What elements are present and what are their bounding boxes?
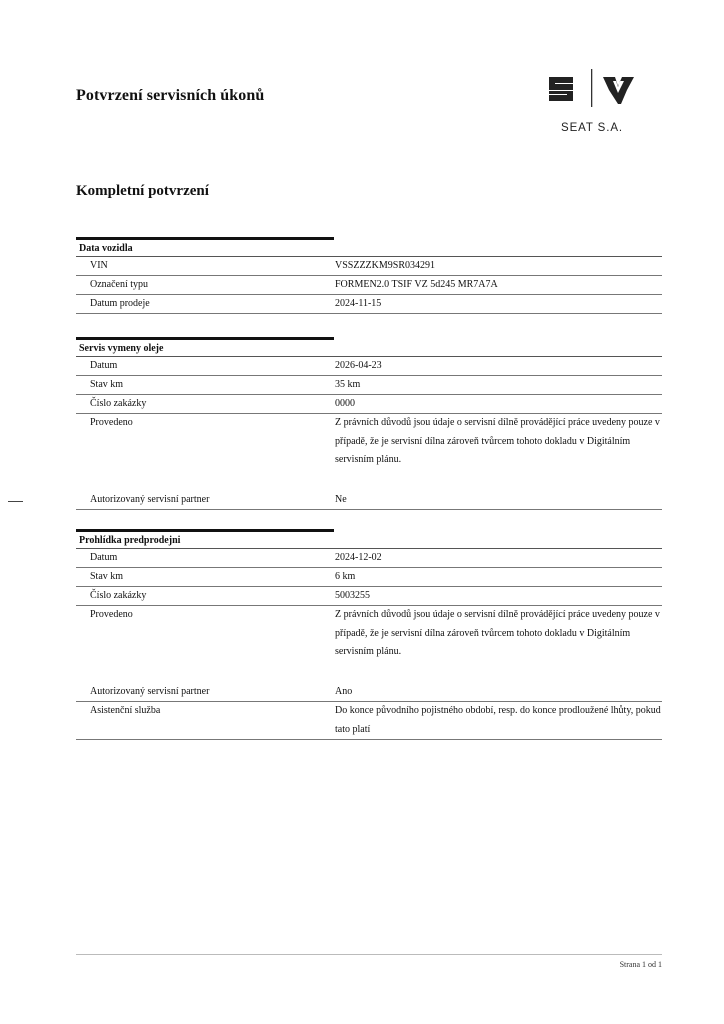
row-label: Stav km xyxy=(90,379,124,390)
table-row xyxy=(76,568,662,587)
row-value: Ano xyxy=(335,686,353,697)
header-bar xyxy=(76,237,334,240)
row-value: 2026-04-23 xyxy=(335,360,382,371)
row-label: Provedeno xyxy=(90,609,133,620)
vehicle-data-table xyxy=(76,237,662,314)
row-label: Označení typu xyxy=(90,279,149,290)
seat-cupra-logo-icon xyxy=(547,68,639,118)
row-label: Autorizovaný servisní partner xyxy=(90,686,210,697)
row-value: Z právních důvodů jsou údaje o servisní dílně provádějící práce uvedeny pouze v případě, že je servisní dílna zároveň tvůrcem tohoto dokladu v Digitálním servisním plánu. xyxy=(335,609,660,658)
table-title: Servis vymeny oleje xyxy=(79,343,164,354)
header-bar xyxy=(76,529,334,532)
table-header xyxy=(76,529,662,549)
table-row xyxy=(76,702,662,740)
table-row xyxy=(76,395,662,414)
seat-logo xyxy=(547,68,639,138)
footer-divider xyxy=(76,954,662,955)
row-value: Do konce původního pojistného období, resp. do konce prodloužené lhůty, pokud tato platí xyxy=(335,705,661,735)
company-name: SEAT S.A. xyxy=(561,122,624,134)
table-row xyxy=(76,587,662,606)
table-row xyxy=(76,491,662,510)
table-row xyxy=(76,357,662,376)
row-value: 2024-12-02 xyxy=(335,552,382,563)
table-header xyxy=(76,237,662,257)
row-label: Číslo zakázky xyxy=(90,590,147,601)
row-value: FORMEN2.0 TSIF VZ 5d245 MR7A7A xyxy=(335,279,498,290)
table-row xyxy=(76,549,662,568)
header-bar xyxy=(76,337,334,340)
section-heading: Kompletní potvrzení xyxy=(76,183,209,199)
table-header xyxy=(76,337,662,357)
row-label: Asistenční služba xyxy=(90,705,161,716)
row-label: VIN xyxy=(90,260,108,271)
row-value: Ne xyxy=(335,494,347,505)
oil-service-table xyxy=(76,337,662,510)
table-row xyxy=(76,414,662,491)
document-title: Potvrzení servisních úkonů xyxy=(76,87,265,104)
row-label: Datum xyxy=(90,552,118,563)
row-label: Autorizovaný servisní partner xyxy=(90,494,210,505)
table-row xyxy=(76,376,662,395)
table-row xyxy=(76,257,662,276)
row-value: Z právních důvodů jsou údaje o servisní dílně provádějící práce uvedeny pouze v případě, že je servisní dílna zároveň tvůrcem tohoto dokladu v Digitálním servisním plánu. xyxy=(335,417,660,466)
table-row xyxy=(76,683,662,702)
row-value: 35 km xyxy=(335,379,361,390)
row-label: Datum xyxy=(90,360,118,371)
row-label: Provedeno xyxy=(90,417,133,428)
table-row xyxy=(76,276,662,295)
row-value: 6 km xyxy=(335,571,356,582)
table-title: Prohlídka predprodejni xyxy=(79,535,181,546)
row-label: Datum prodeje xyxy=(90,298,150,309)
margin-mark xyxy=(8,501,23,502)
row-value: 5003255 xyxy=(335,590,370,601)
table-title: Data vozidla xyxy=(79,243,133,254)
row-label: Číslo zakázky xyxy=(90,398,147,409)
table-row xyxy=(76,606,662,683)
predelivery-table xyxy=(76,529,662,740)
table-row xyxy=(76,295,662,314)
row-value: 2024-11-15 xyxy=(335,298,382,309)
row-label: Stav km xyxy=(90,571,124,582)
row-value: VSSZZZKM9SR034291 xyxy=(335,260,436,271)
page-number: Strana 1 od 1 xyxy=(619,960,662,969)
row-value: 0000 xyxy=(335,398,355,409)
